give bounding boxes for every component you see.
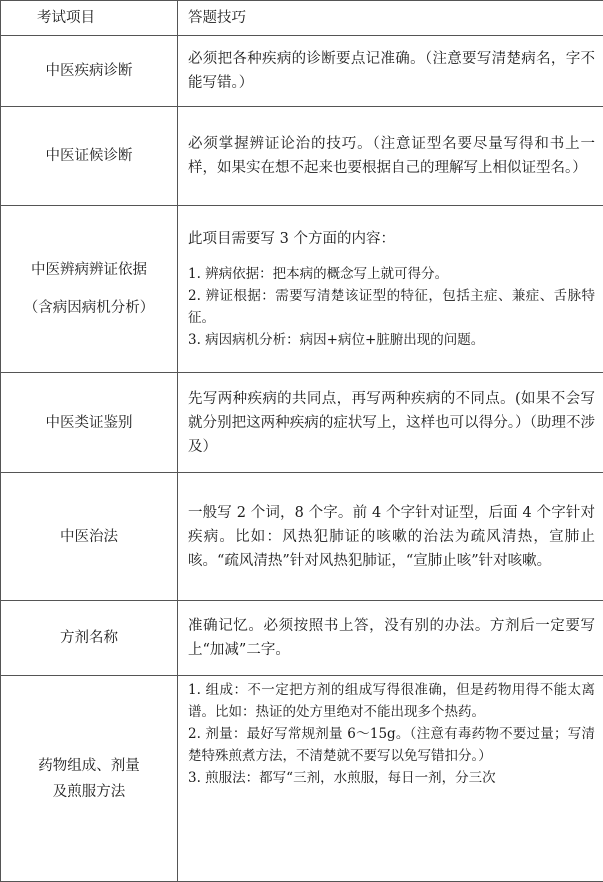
- tip-list-item: 2. 剂量：最好写常规剂量 6～15g。（注意有毒药物不要过量；写清楚特殊煎煮方法，不清楚就不要写以免写错扣分。）: [188, 723, 595, 767]
- exam-item-cell: [1, 206, 178, 373]
- answer-tip-cell: [178, 107, 603, 206]
- table-row: [1, 373, 603, 473]
- table-row: [1, 206, 603, 373]
- exam-item-line: 药物组成、剂量: [7, 753, 171, 779]
- answer-tip-cell: [178, 206, 603, 373]
- tip-list-item: 3. 病因病机分析：病因+病位+脏腑出现的问题。: [188, 329, 595, 351]
- table-row: [1, 107, 603, 206]
- tip-text: 必须把各种疾病的诊断要点记准确。（注意要写清楚病名，字不能写错。）: [188, 47, 595, 95]
- exam-item-line: 中医辨病辨证依据: [7, 258, 171, 282]
- exam-item-cell: 方剂名称: [1, 601, 178, 676]
- tip-list-item: 1. 辨病依据：把本病的概念写上就可得分。: [188, 263, 595, 285]
- answer-tip-cell: [178, 373, 603, 473]
- table-row: [1, 601, 603, 676]
- table-row: [1, 36, 603, 107]
- answer-tip-cell: [178, 473, 603, 601]
- exam-item-line: 及煎服方法: [7, 779, 171, 805]
- spacer: [188, 251, 595, 263]
- tip-list-item: 1. 组成：不一定把方剂的组成写得很准确，但是药物用得不能太离谱。比如：热证的处方里绝对不能出现多个热药。: [188, 679, 595, 723]
- table-row: [1, 676, 603, 882]
- tip-text: 准确记忆。必须按照书上答，没有别的办法。方剂后一定要写上“加减”二字。: [188, 614, 595, 662]
- table-header-row: [1, 1, 603, 36]
- exam-item-cell: 中医证候诊断: [1, 107, 178, 206]
- tip-list-item: 2. 辨证根据：需要写清楚该证型的特征，包括主症、兼症、舌脉特征。: [188, 285, 595, 329]
- tip-text: 一般写 2 个词，8 个字。前 4 个字针对证型，后面 4 个字针对疾病。比如：风热犯肺证的咳嗽的治法为疏风清热，宣肺止咳。“疏风清热”针对风热犯肺证，“宣肺止咳”针对咳嗽。: [188, 501, 595, 573]
- answer-tip-cell: [178, 676, 603, 882]
- exam-item-line: （含病因病机分析）: [7, 296, 171, 320]
- tip-intro: 此项目需要写 3 个方面的内容：: [188, 227, 595, 251]
- header-answer-tips: 答题技巧: [178, 1, 603, 36]
- header-exam-item: 考试项目: [1, 1, 178, 36]
- tip-list-item: 3. 煎服法：都写“三剂，水煎服，每日一剂，分三次: [188, 767, 595, 789]
- table-row: [1, 473, 603, 601]
- answer-tip-cell: [178, 601, 603, 676]
- exam-item-cell: 中医类证鉴别: [1, 373, 178, 473]
- exam-item-cell: [1, 676, 178, 882]
- answer-tip-cell: [178, 36, 603, 107]
- tip-text: 必须掌握辨证论治的技巧。（注意证型名要尽量写得和书上一样，如果实在想不起来也要根据自己的理解写上相似证型名。）: [188, 132, 595, 180]
- exam-item-cell: 中医治法: [1, 473, 178, 601]
- exam-item-cell: 中医疾病诊断: [1, 36, 178, 107]
- tip-text: 先写两种疾病的共同点，再写两种疾病的不同点。(如果不会写就分别把这两种疾病的症状写上，这样也可以得分。）（助理不涉及）: [188, 387, 595, 459]
